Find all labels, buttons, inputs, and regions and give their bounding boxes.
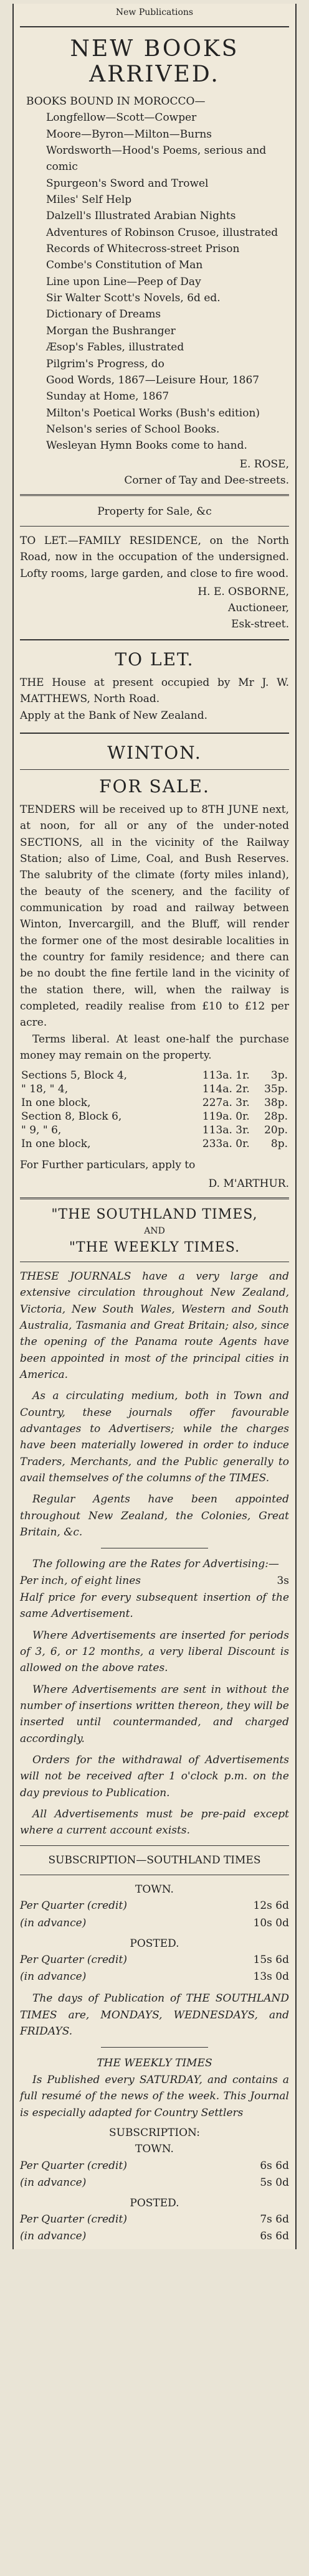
book-list-item: Good Words, 1867—Leisure Hour, 1867 xyxy=(46,373,260,386)
posted-label: POSTED. xyxy=(130,1937,179,1950)
publication-days: The days of Publication of THE SOUTHLAND TIMES are, MONDAYS, WEDNESDAYS, and FRIDAYS. xyxy=(20,1992,289,2038)
rate-row xyxy=(20,1915,289,1932)
book-list-item: Morgan the Bushranger xyxy=(46,324,176,337)
book-list-item: Wordsworth—Hood's Poems, serious and comic xyxy=(46,144,267,174)
section-cell: 35p. xyxy=(264,1083,288,1096)
rate-value: 5s 0d xyxy=(260,2176,289,2189)
rate-row xyxy=(20,1898,289,1914)
rate-label: (in advance) xyxy=(20,2176,87,2189)
section-cell: 113a. 3r. xyxy=(202,1124,250,1137)
section-cell: 8p. xyxy=(270,1138,288,1151)
marthur-signature: D. M'ARTHUR. xyxy=(208,1177,289,1190)
rate-label: (in advance) xyxy=(20,2230,87,2243)
book-list-item: Combe's Constitution of Man xyxy=(46,259,203,272)
winton-further: For Further particulars, apply to xyxy=(20,1159,196,1172)
section-cell: In one block, xyxy=(21,1138,91,1151)
rate-half: Half price for every subsequent insertion of the same Advertisement. xyxy=(20,1591,289,1621)
rate-row xyxy=(20,2175,289,2191)
book-list-item: Nelson's series of School Books. xyxy=(46,423,220,436)
divider xyxy=(20,26,289,27)
book-list-item: Longfellow—Scott—Cowper xyxy=(46,111,197,124)
weekly-town-label: TOWN. xyxy=(135,2143,174,2156)
rate-value: 15s 6d xyxy=(253,1954,289,1967)
book-list-item: Adventures of Robinson Crusoe, illustrated xyxy=(46,226,278,239)
rate-value: 7s 6d xyxy=(260,2213,289,2226)
town-rates xyxy=(20,1898,289,1931)
divider xyxy=(20,1845,289,1846)
tolet-residence-text: TO LET.—FAMILY RESIDENCE, on the North Road, now in the occupation of the undersigned. Lofty rooms, large garden, and close to fire wood. xyxy=(20,534,289,580)
address: Corner of Tay and Dee-streets. xyxy=(124,474,289,487)
book-list-item: Dalzell's Illustrated Arabian Nights xyxy=(46,210,236,223)
section-cell: 3p. xyxy=(270,1069,288,1082)
rate-row xyxy=(20,2211,289,2228)
winton-body: TENDERS will be received up to 8TH JUNE next, at noon, for all or any of the under-noted SECTIONS, all in the vicinity of the Railway Station; also of Lime, Coal, and Bush Reserves. The salubrity of the climate (forty miles inland), the beauty of the scenery, and the facility of communication by road and railway between Winton, Invercargill, and the Bluff, will render the former one of the most desirable localities in the country for family residence; and there can be no doubt the fine fertile land in the vicinity of the station there, will, when the railway is completed, readily realise from £10 to £12 per acre. xyxy=(20,803,289,1029)
tolet-house-text: THE House at present occupied by Mr J. W. MATTHEWS, North Road. xyxy=(20,676,289,706)
section-cell: Sections 5, Block 4, xyxy=(21,1069,128,1082)
tolet-apply: Apply at the Bank of New Zealand. xyxy=(20,709,208,722)
rates-intro: The following are the Rates for Advertising:— xyxy=(32,1558,279,1571)
rate-label: (in advance) xyxy=(20,1916,87,1929)
weekly-times-heading: THE WEEKLY TIMES xyxy=(97,2057,212,2070)
section-cell: " 9, " 6, xyxy=(21,1124,62,1137)
times-para-4: Where Advertisements are inserted for periods of 3, 6, or 12 months, a very liberal Discount is allowed on the above rates. xyxy=(20,1629,289,1675)
divider xyxy=(20,494,289,496)
rate-row xyxy=(20,1952,289,1969)
weekly-posted-label: POSTED. xyxy=(130,2196,179,2209)
books-list xyxy=(20,93,289,454)
divider xyxy=(20,769,289,770)
book-list-item: Pilgrim's Progress, do xyxy=(46,357,164,370)
divider xyxy=(20,733,289,734)
divider xyxy=(20,526,289,527)
section-cell: 38p. xyxy=(264,1097,288,1110)
times-para-3: Regular Agents have been appointed throughout New Zealand, the Colonies, Great Britain, &c. xyxy=(20,1493,289,1539)
southland-times-title: "THE SOUTHLAND TIMES, xyxy=(51,1206,258,1222)
rate-value: 13s 0d xyxy=(253,1970,289,1984)
rate-row xyxy=(20,2228,289,2245)
posted-rates xyxy=(20,1952,289,1985)
rate-row xyxy=(20,1573,289,1590)
advert-column xyxy=(12,4,297,2249)
section-cell: 233a. 0r. xyxy=(202,1138,250,1151)
section-cell: 114a. 2r. xyxy=(202,1083,250,1096)
times-para-1: THESE JOURNALS have a very large and extensive circulation throughout New Zealand, Victoria, New South Wales, Western and South Australia, Tasmania and Great Britain; also, since the opening of the Panama route Agents have been appointed in most of the principal cities in America. xyxy=(20,1270,289,1381)
book-list-item: Wesleyan Hymn Books come to hand. xyxy=(46,439,247,452)
divider xyxy=(20,639,289,640)
rate-value: 6s 6d xyxy=(260,2230,289,2243)
book-list-item: Moore—Byron—Milton—Burns xyxy=(46,128,212,141)
book-list-item: Miles' Self Help xyxy=(46,194,132,207)
sections-table xyxy=(20,1069,289,1151)
property-header: Property for Sale, &c xyxy=(97,505,212,518)
times-para-7: All Advertisements must be pre-paid except where a current account exists. xyxy=(20,1807,289,1837)
section-cell: Section 8, Block 6, xyxy=(21,1110,122,1123)
rate-label: Per inch, of eight lines xyxy=(20,1574,141,1587)
book-list-item: Æsop's Fables, illustrated xyxy=(46,341,184,354)
rate-label: Per Quarter (credit) xyxy=(20,2213,127,2226)
book-list-item: BOOKS BOUND IN MOROCCO— xyxy=(26,95,206,108)
section-row xyxy=(20,1069,289,1082)
town-label: TOWN. xyxy=(135,1883,174,1896)
rate-value: 10s 0d xyxy=(253,1916,289,1929)
section-cell: 20p. xyxy=(264,1124,288,1137)
rate-row xyxy=(20,1969,289,1985)
rate-label: Per Quarter (credit) xyxy=(20,1954,127,1967)
weekly-town-rates xyxy=(20,2158,289,2191)
section-row xyxy=(20,1137,289,1151)
newspaper-page xyxy=(6,0,303,2253)
times-para-2: As a circulating medium, both in Town and Country, these journals offer favourable advantages to Advertisers; while the charges have been materially lowered in order to induce Traders, Merchants, and the Public generally to avail themselves of the columns of the TIMES. xyxy=(20,1390,289,1484)
winton-title: WINTON. xyxy=(107,742,202,763)
rate-value: 3s xyxy=(277,1574,289,1587)
weekly-times-title: "THE WEEKLY TIMES. xyxy=(69,1239,240,1255)
rate-label: Per Quarter (credit) xyxy=(20,2159,127,2172)
weekly-subscription-label: SUBSCRIPTION: xyxy=(108,2126,201,2139)
rate-label: Per Quarter (credit) xyxy=(20,1899,127,1913)
section-row xyxy=(20,1096,289,1110)
rate-label: (in advance) xyxy=(20,1970,87,1984)
tolet-title: TO LET. xyxy=(115,649,194,670)
signature: E. ROSE, xyxy=(239,457,289,471)
rate-value: 6s 6d xyxy=(260,2159,289,2172)
section-row xyxy=(20,1123,289,1137)
rate-row xyxy=(20,2158,289,2175)
rate-value: 12s 6d xyxy=(253,1899,289,1913)
section-cell: " 18, " 4, xyxy=(21,1083,69,1096)
divider xyxy=(20,1197,289,1199)
book-list-item: Dictionary of Dreams xyxy=(46,308,161,321)
winton-terms: Terms liberal. At least one-half the purchase money may remain on the property. xyxy=(20,1033,289,1062)
new-books-title: NEW BOOKS ARRIVED. xyxy=(70,36,239,87)
section-cell: 227a. 3r. xyxy=(202,1097,250,1110)
osborne-street: Esk-street. xyxy=(231,617,289,630)
times-para-5: Where Advertisements are sent in without the number of insertions written thereon, they will be inserted until countermanded, and charged accordingly. xyxy=(20,1683,289,1745)
book-list-item: Spurgeon's Sword and Trowel xyxy=(46,177,209,190)
and-label: AND xyxy=(144,1225,165,1236)
section-row xyxy=(20,1082,289,1096)
section-row xyxy=(20,1110,289,1123)
weekly-times-text: Is Published every SATURDAY, and contains a full resumé of the news of the week. This Journal is especially adapted for Country Settlers xyxy=(20,2073,289,2119)
section-header: New Publications xyxy=(115,7,194,17)
book-list-item: Records of Whitecross-street Prison xyxy=(46,243,240,256)
section-cell: In one block, xyxy=(21,1097,91,1110)
weekly-posted-rates xyxy=(20,2211,289,2245)
osborne-signature: H. E. OSBORNE, xyxy=(197,585,289,598)
divider xyxy=(101,2047,209,2048)
subscription-title: SUBSCRIPTION—SOUTHLAND TIMES xyxy=(48,1853,261,1866)
section-cell: 113a. 1r. xyxy=(202,1069,250,1082)
book-list-item: Milton's Poetical Works (Bush's edition) xyxy=(46,406,260,419)
section-cell: 28p. xyxy=(264,1110,288,1123)
osborne-title: Auctioneer, xyxy=(228,601,289,614)
book-list-item: Sir Walter Scott's Novels, 6d ed. xyxy=(46,292,221,305)
times-para-6: Orders for the withdrawal of Advertisements will not be received after 1 o'clock p.m. on the day previous to Publication. xyxy=(20,1753,289,1799)
section-cell: 119a. 0r. xyxy=(202,1110,250,1123)
book-list-item: Sunday at Home, 1867 xyxy=(46,390,169,403)
for-sale-title: FOR SALE. xyxy=(99,775,210,797)
book-list-item: Line upon Line—Peep of Day xyxy=(46,275,201,288)
